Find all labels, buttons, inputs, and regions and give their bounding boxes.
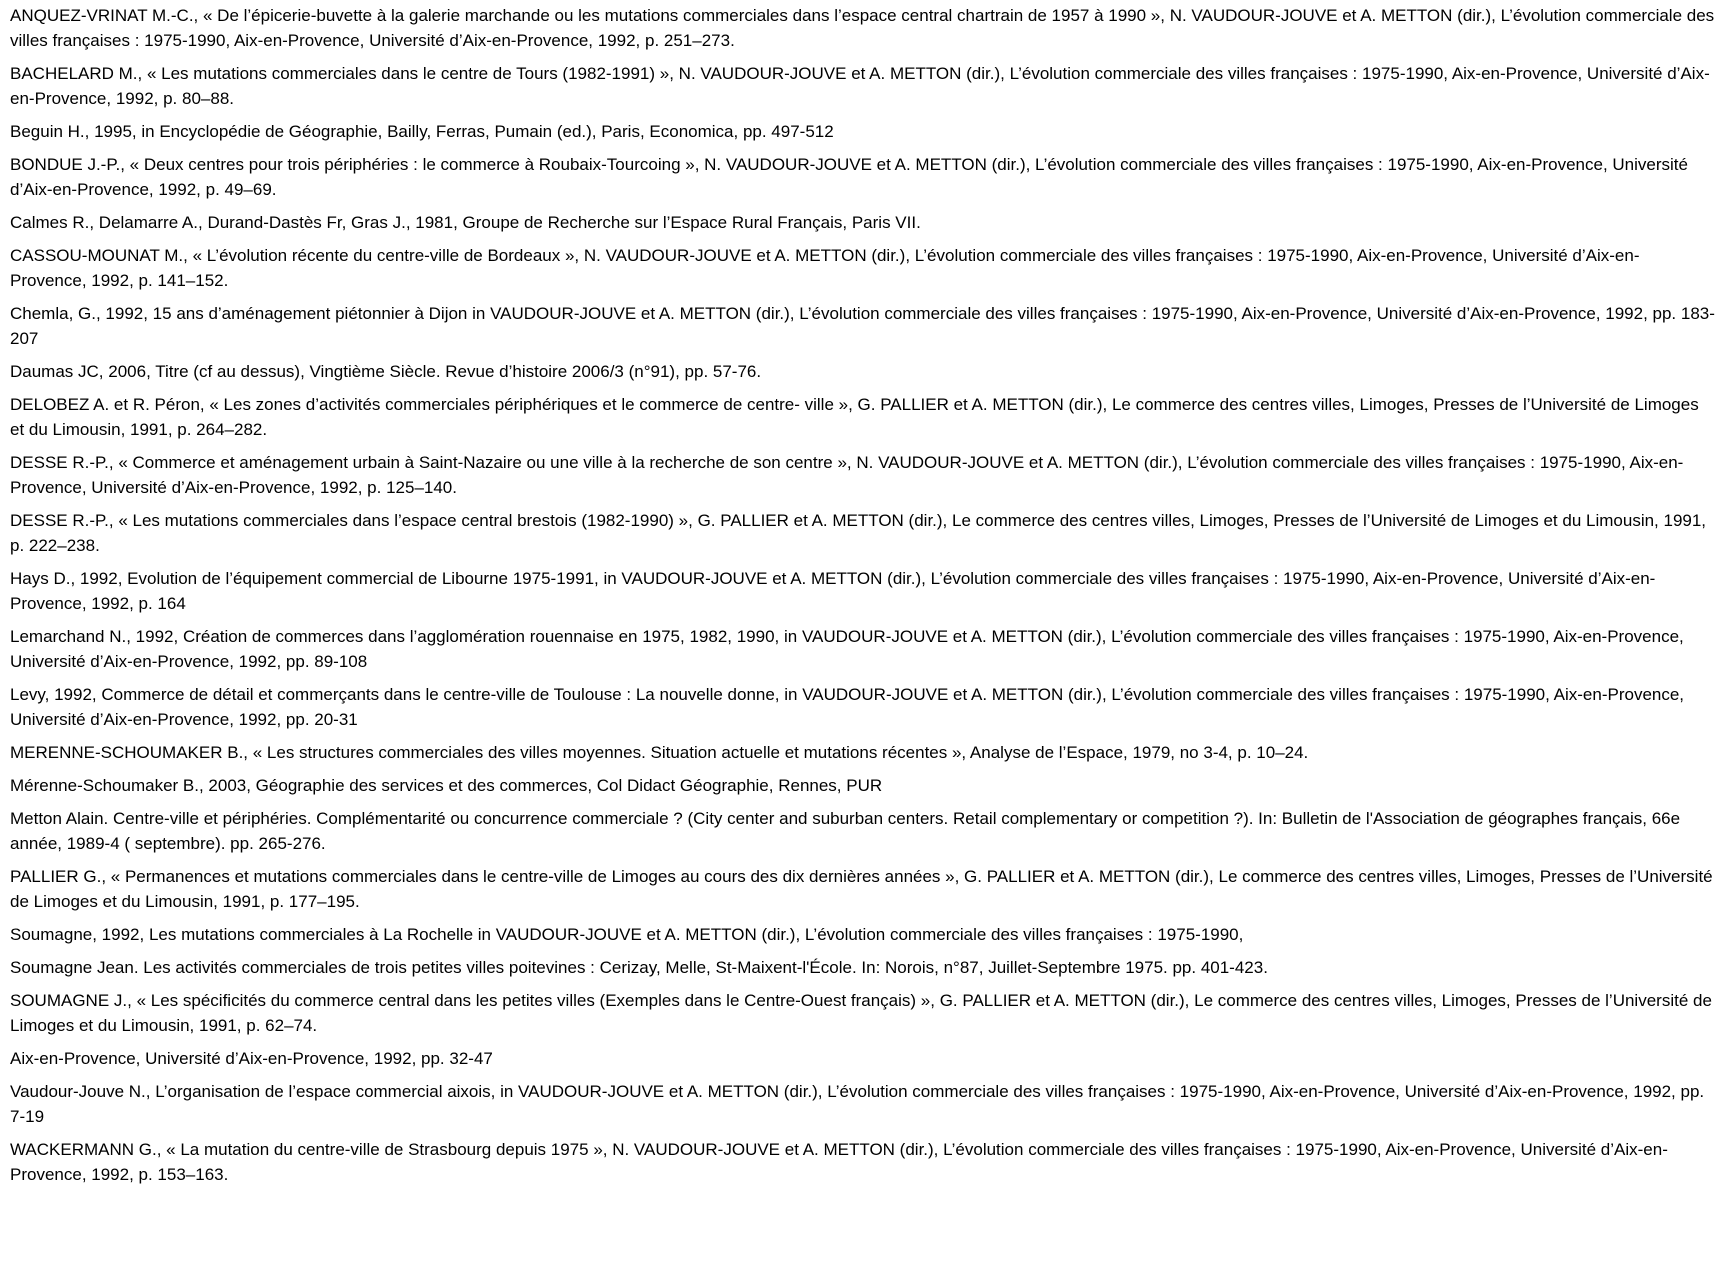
bibliography-entry: ANQUEZ-VRINAT M.-C., « De l’épicerie-buvette à la galerie marchande ou les mutations commerciales dans l’espace central chartrain de 1957 à 1990 », N. VAUDOUR-JOUVE et A. METTON (dir.), L’évolution commerciale des villes françaises : 1975-1990, Aix-en-Provence, Université d’Aix-en-Provence, 1992, p. 251–273. — [10, 6, 1715, 50]
bibliography-entry: Beguin H., 1995, in Encyclopédie de Géographie, Bailly, Ferras, Pumain (ed.), Paris, Economica, pp. 497-512 — [10, 122, 834, 141]
bibliography-entry: CASSOU-MOUNAT M., « L’évolution récente du centre-ville de Bordeaux », N. VAUDOUR-JOUVE et A. METTON (dir.), L’évolution commerciale des villes françaises : 1975-1990, Aix-en-Provence, Université d’Aix-en-Provence, 1992, p. 141–152. — [10, 246, 1640, 290]
bibliography-entry: Metton Alain. Centre-ville et périphéries. Complémentarité ou concurrence commerciale ? (City center and suburban centers. Retail complementary or competition ?). In: Bulletin de l'Association de géographes français, 66e année, 1989-4 ( septembre). pp. 265-276. — [10, 809, 1681, 853]
bibliography-entry: BACHELARD M., « Les mutations commerciales dans le centre de Tours (1982-1991) », N. VAUDOUR-JOUVE et A. METTON (dir.), L’évolution commerciale des villes françaises : 1975-1990, Aix-en-Provence, Université d’Aix-en-Provence, 1992, p. 80–88. — [10, 64, 1710, 108]
bibliography-entry: Soumagne Jean. Les activités commerciales de trois petites villes poitevines : Cerizay, Melle, St-Maixent-l'École. In: Norois, n°87, Juillet-Septembre 1975. pp. 401-423. — [10, 958, 1268, 977]
bibliography-entry: BONDUE J.-P., « Deux centres pour trois périphéries : le commerce à Roubaix-Tourcoing », N. VAUDOUR-JOUVE et A. METTON (dir.), L’évolution commerciale des villes françaises : 1975-1990, Aix-en-Provence, Université d’Aix-en-Provence, 1992, p. 49–69. — [10, 155, 1688, 199]
bibliography-entry: Calmes R., Delamarre A., Durand-Dastès Fr, Gras J., 1981, Groupe de Recherche sur l’Espace Rural Français, Paris VII. — [10, 213, 921, 232]
bibliography-entry: DELOBEZ A. et R. Péron, « Les zones d’activités commerciales périphériques et le commerce de centre- ville », G. PALLIER et A. METTON (dir.), Le commerce des centres villes, Limoges, Presses de l’Université de Limoges et du Limousin, 1991, p. 264–282. — [10, 395, 1699, 439]
bibliography-entry: Vaudour-Jouve N., L’organisation de l’espace commercial aixois, in VAUDOUR-JOUVE et A. METTON (dir.), L’évolution commerciale des villes françaises : 1975-1990, Aix-en-Provence, Université d’Aix-en-Provence, 1992, pp. 7-19 — [10, 1082, 1705, 1126]
bibliography-page — [10, 3, 1715, 1195]
bibliography-entry: Aix-en-Provence, Université d’Aix-en-Provence, 1992, pp. 32-47 — [10, 1049, 493, 1068]
bibliography-entry: SOUMAGNE J., « Les spécificités du commerce central dans les petites villes (Exemples dans le Centre-Ouest français) », G. PALLIER et A. METTON (dir.), Le commerce des centres villes, Limoges, Presses de l’Université de Limoges et du Limousin, 1991, p. 62–74. — [10, 991, 1712, 1035]
bibliography-entry: MERENNE-SCHOUMAKER B., « Les structures commerciales des villes moyennes. Situation actuelle et mutations récentes », Analyse de l’Espace, 1979, no 3-4, p. 10–24. — [10, 743, 1309, 762]
bibliography-entry: Levy, 1992, Commerce de détail et commerçants dans le centre-ville de Toulouse : La nouvelle donne, in VAUDOUR-JOUVE et A. METTON (dir.), L’évolution commerciale des villes françaises : 1975-1990, Aix-en-Provence, Université d’Aix-en-Provence, 1992, pp. 20-31 — [10, 685, 1685, 729]
bibliography-entry: DESSE R.-P., « Les mutations commerciales dans l’espace central brestois (1982-1990) », G. PALLIER et A. METTON (dir.), Le commerce des centres villes, Limoges, Presses de l’Université de Limoges et du Limousin, 1991, p. 222–238. — [10, 511, 1707, 555]
bibliography-entry: Lemarchand N., 1992, Création de commerces dans l’agglomération rouennaise en 1975, 1982, 1990, in VAUDOUR-JOUVE et A. METTON (dir.), L’évolution commerciale des villes françaises : 1975-1990, Aix-en-Provence, Université d’Aix-en-Provence, 1992, pp. 89-108 — [10, 627, 1684, 671]
bibliography-entry: Mérenne-Schoumaker B., 2003, Géographie des services et des commerces, Col Didact Géographie, Rennes, PUR — [10, 776, 883, 795]
bibliography-entry: PALLIER G., « Permanences et mutations commerciales dans le centre-ville de Limoges au cours des dix dernières années », G. PALLIER et A. METTON (dir.), Le commerce des centres villes, Limoges, Presses de l’Université de Limoges et du Limousin, 1991, p. 177–195. — [10, 867, 1713, 911]
bibliography-entry: Hays D., 1992, Evolution de l’équipement commercial de Libourne 1975-1991, in VAUDOUR-JOUVE et A. METTON (dir.), L’évolution commerciale des villes françaises : 1975-1990, Aix-en-Provence, Université d’Aix-en-Provence, 1992, p. 164 — [10, 569, 1656, 613]
bibliography-entry: Daumas JC, 2006, Titre (cf au dessus), Vingtième Siècle. Revue d’histoire 2006/3 (n°91), pp. 57-76. — [10, 362, 762, 381]
bibliography-entry: DESSE R.-P., « Commerce et aménagement urbain à Saint-Nazaire ou une ville à la recherche de son centre », N. VAUDOUR-JOUVE et A. METTON (dir.), L’évolution commerciale des villes françaises : 1975-1990, Aix-en-Provence, Université d’Aix-en-Provence, 1992, p. 125–140. — [10, 453, 1684, 497]
bibliography-entry: WACKERMANN G., « La mutation du centre-ville de Strasbourg depuis 1975 », N. VAUDOUR-JOUVE et A. METTON (dir.), L’évolution commerciale des villes françaises : 1975-1990, Aix-en-Provence, Université d’Aix-en-Provence, 1992, p. 153–163. — [10, 1140, 1668, 1184]
bibliography-entry: Soumagne, 1992, Les mutations commerciales à La Rochelle in VAUDOUR-JOUVE et A. METTON (dir.), L’évolution commerciale des villes françaises : 1975-1990, — [10, 925, 1244, 944]
bibliography-entry: Chemla, G., 1992, 15 ans d’aménagement piétonnier à Dijon in VAUDOUR-JOUVE et A. METTON (dir.), L’évolution commerciale des villes françaises : 1975-1990, Aix-en-Provence, Université d’Aix-en-Provence, 1992, pp. 183-207 — [10, 304, 1715, 348]
